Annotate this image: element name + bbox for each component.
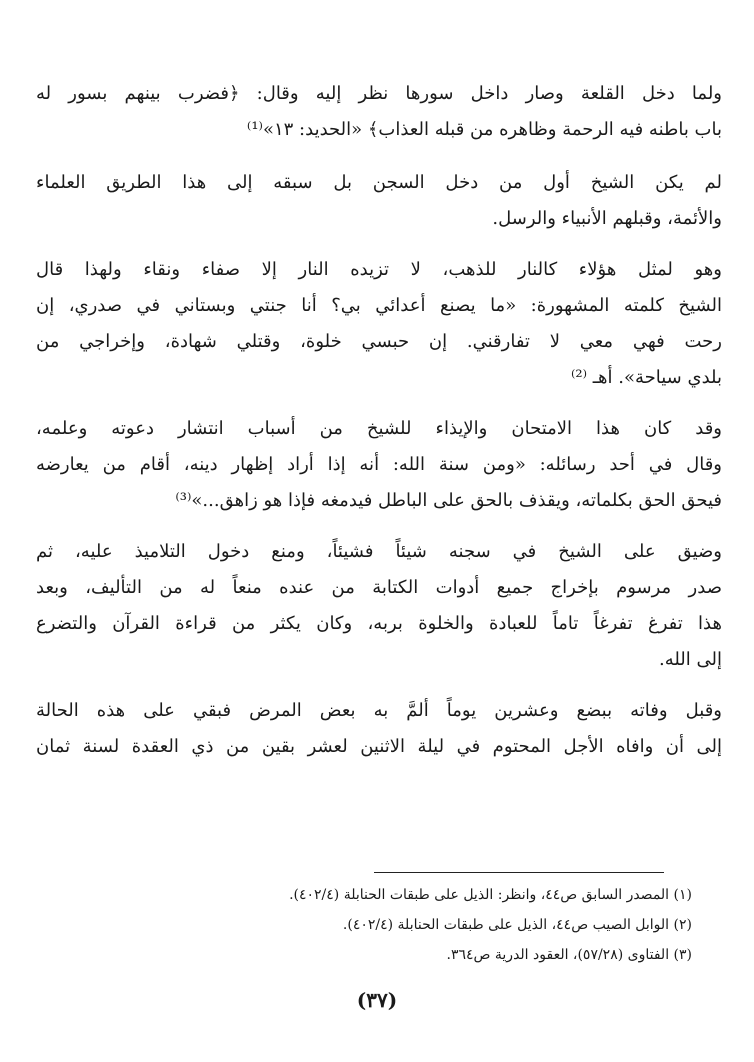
text-line: وهو لمثل هؤلاء كالنار للذهب، لا تزيده النار إلا صفاء ونقاء ولهذا قال [36, 259, 722, 280]
text-line: بلدي سياحة». أهـ ⁽²⁾ [570, 367, 722, 388]
paragraph-4 [36, 411, 722, 519]
text-line: باب باطنه فيه الرحمة وظاهره من قبله العذاب﴾ «الحديد: ١٣»⁽¹⁾ [246, 119, 722, 140]
page-number: (٣٧) [356, 988, 398, 1012]
text-line: صدر مرسوم بإخراج جميع أدوات الكتابة من عنده منعاً له من التأليف، وبعد [36, 577, 722, 598]
paragraph-5 [36, 534, 722, 678]
text-line: وقد كان هذا الامتحان والإيذاء للشيخ من أسباب انتشار دعوته وعلمه، [36, 418, 722, 439]
footnote-2: (٢) الوابل الصيب ص٤٤، الذيل على طبقات الحنابلة (٤٠٢/٤). [342, 917, 692, 933]
text-line: وقال في أحد رسائله: «ومن سنة الله: أنه إذا أراد إظهار دينه، أقام من يعارضه [36, 454, 722, 475]
text-line: لم يكن الشيخ أول من دخل السجن بل سبقه إلى هذا الطريق العلماء [36, 172, 722, 193]
text-line: إلى أن وافاه الأجل المحتوم في ليلة الاثنين لعشر بقين من ذي العقدة لسنة ثمان [36, 736, 722, 757]
footnotes [36, 880, 692, 970]
footnote-1: (١) المصدر السابق ص٤٤، وانظر: الذيل على طبقات الحنابلة (٤٠٢/٤). [289, 887, 692, 903]
text-line: الشيخ كلمته المشهورة: «ما يصنع أعدائي بي؟ أنا جنتي وبستاني في صدري، إن [36, 295, 722, 316]
paragraph-1 [36, 76, 722, 148]
paragraph-6 [36, 693, 722, 765]
text-line: فيحق الحق بكلماته، ويقذف بالحق على الباطل فيدمغه فإذا هو زاهق...»⁽³⁾ [175, 490, 722, 511]
paragraph-3 [36, 252, 722, 396]
text-line: ولما دخل القلعة وصار داخل سورها نظر إليه وقال: ﴿فضرب بينهم بسور له [36, 83, 722, 104]
body-text [36, 76, 722, 780]
text-line: والأئمة، وقبلهم الأنبياء والرسل. [492, 208, 722, 229]
footnote-3: (٣) الفتاوى (٥٧/٢٨)، العقود الدرية ص٣٦٤. [446, 947, 692, 963]
text-line: رحت فهي معي لا تفارقني. إن حبسي خلوة، وقتلي شهادة، وإخراجي من [36, 331, 722, 352]
paragraph-2 [36, 165, 722, 237]
footnote-divider [374, 872, 664, 873]
text-line: وضيق على الشيخ في سجنه شيئاً فشيئاً، ومنع دخول التلاميذ عليه، ثم [36, 541, 722, 562]
text-line: هذا تفرغ تفرغاً تاماً للعبادة والخلوة بربه، وكان يكثر من قراءة القرآن والتضرع [36, 613, 722, 634]
text-line: إلى الله. [658, 649, 722, 670]
text-line: وقبل وفاته ببضع وعشرين يوماً ألمَّ به بعض المرض فبقي على هذه الحالة [36, 700, 722, 721]
